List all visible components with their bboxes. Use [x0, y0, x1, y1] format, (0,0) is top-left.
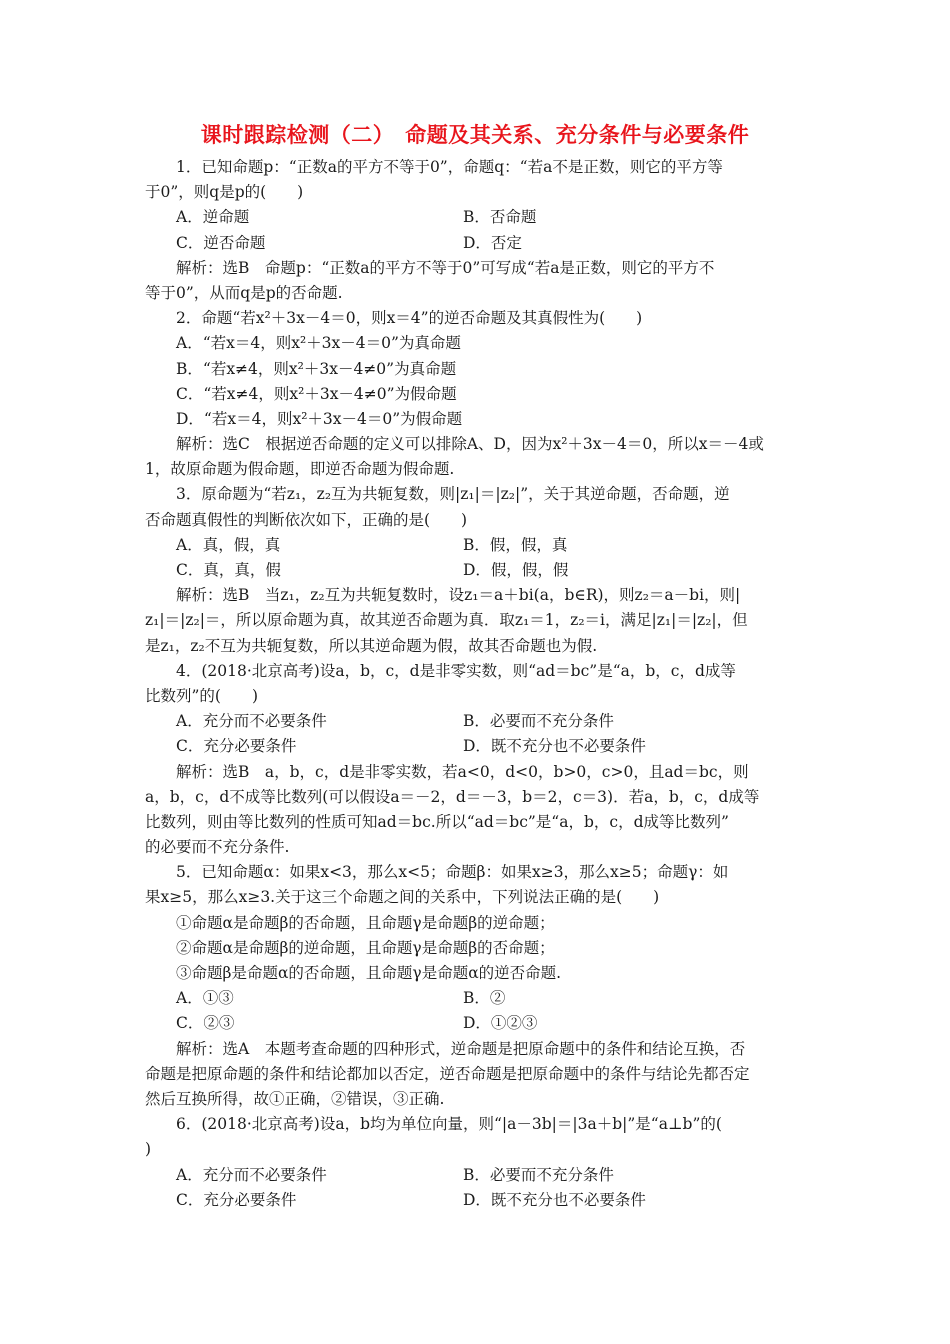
option-left: C．充分必要条件 — [176, 1190, 297, 1209]
text-line: 解析：选A 本题考查命题的四种形式，逆命题是把原命题中的条件和结论互换，否 — [176, 1039, 746, 1058]
option-row — [145, 533, 805, 558]
text-line: 命题是把原命题的条件和结论都加以否定，逆否命题是把原命题中的条件与结论先都否定 — [145, 1064, 750, 1083]
option-row — [145, 558, 805, 583]
option-row — [145, 231, 805, 256]
text-line: 1，故原命题为假命题，即逆否命题为假命题. — [145, 460, 455, 479]
text-line: 等于0”，从而q是p的否命题. — [145, 283, 343, 302]
option-right: B．必要而不充分条件 — [463, 712, 614, 731]
option-left: A．充分而不必要条件 — [176, 1165, 327, 1184]
option-row — [145, 1011, 805, 1036]
text-line: 果x≥5，那么x≥3.关于这三个命题之间的关系中，下列说法正确的是( ) — [145, 888, 660, 907]
text-line: ③命题β是命题α的否命题，且命题γ是命题α的逆否命题. — [176, 964, 562, 982]
text-line: 3．原命题为“若z₁，z₂互为共轭复数，则|z₁|＝|z₂|”，关于其逆命题，否命题，逆 — [176, 485, 730, 504]
option-row — [145, 1188, 805, 1213]
text-line: 于0”，则q是p的( ) — [145, 183, 304, 202]
option-row — [145, 205, 805, 230]
text-line: B．“若x≠4，则x²＋3x－4≠0”为真命题 — [176, 359, 457, 378]
text-line: 比数列，则由等比数列的性质可知ad＝bc.所以“ad＝bc”是“a，b，c，d成等比数列” — [145, 812, 729, 831]
option-left: A．逆命题 — [176, 208, 250, 227]
option-row — [145, 1163, 805, 1188]
option-left: A．①③ — [176, 989, 234, 1008]
text-line: 否命题真假性的判断依次如下，正确的是( ) — [145, 510, 468, 529]
option-row — [145, 734, 805, 759]
page-title: 课时跟踪检测（二） 命题及其关系、充分条件与必要条件 — [200, 123, 750, 147]
option-left: C．逆否命题 — [176, 233, 266, 252]
option-right: B．② — [463, 989, 506, 1008]
text-line: 2．命题“若x²＋3x－4＝0，则x＝4”的逆否命题及其真假性为( ) — [176, 309, 643, 328]
text-line: A．“若x＝4，则x²＋3x－4＝0”为真命题 — [176, 334, 461, 353]
text-line: 比数列”的( ) — [145, 686, 259, 705]
option-right: D．既不充分也不必要条件 — [463, 1190, 646, 1209]
text-line: 6．(2018·北京高考)设a，b均为单位向量，则“|a－3b|＝|3a＋b|”是“a⊥b”的( — [176, 1115, 722, 1134]
option-right: D．既不充分也不必要条件 — [463, 737, 646, 756]
text-line: C．“若x≠4，则x²＋3x－4≠0”为假命题 — [176, 384, 457, 403]
document-body — [145, 155, 805, 1213]
option-row — [145, 709, 805, 734]
option-left: A．充分而不必要条件 — [176, 712, 327, 731]
text-line: 是z₁，z₂不互为共轭复数，所以其逆命题为假，故其否命题也为假. — [145, 636, 598, 655]
text-line: 然后互换所得，故①正确，②错误，③正确. — [145, 1089, 445, 1108]
text-line: ②命题α是命题β的逆命题，且命题γ是命题β的否命题； — [176, 938, 555, 957]
text-line: ) — [145, 1140, 152, 1159]
option-left: C．②③ — [176, 1014, 235, 1033]
option-left: C．充分必要条件 — [176, 737, 297, 756]
option-left: C．真，真，假 — [176, 561, 281, 579]
text-line: 5．已知命题α：如果x<3，那么x<5；命题β：如果x≥3，那么x≥5；命题γ：如 — [176, 863, 729, 882]
text-line: z₁|＝|z₂|＝，所以原命题为真，故其逆否命题为真．取z₁＝1，z₂＝i，满足|z₁|＝|z₂|，但 — [145, 611, 748, 630]
option-right: D．①②③ — [463, 1014, 538, 1033]
option-right: D．假，假，假 — [463, 561, 569, 579]
text-line: ①命题α是命题β的否命题，且命题γ是命题β的逆命题； — [176, 913, 555, 932]
text-line: 1．已知命题p：“正数a的平方不等于0”，命题q：“若a不是正数，则它的平方等 — [176, 158, 723, 176]
option-right: D．否定 — [463, 233, 522, 252]
text-line: 4．(2018·北京高考)设a，b，c，d是非零实数，则“ad＝bc”是“a，b，c，d成等 — [176, 661, 736, 680]
option-left: A．真，假，真 — [176, 535, 281, 554]
text-line: a，b，c，d不成等比数列(可以假设a＝－2，d＝－3，b＝2，c＝3)．若a，b，c，d成等 — [145, 787, 760, 806]
text-line: 解析：选B a，b，c，d是非零实数，若a<0，d<0，b>0，c>0，且ad＝bc，则 — [176, 762, 749, 781]
option-right: B．假，假，真 — [463, 535, 568, 554]
option-row — [145, 986, 805, 1011]
text-line: 的必要而不充分条件. — [145, 838, 290, 857]
option-right: B．否命题 — [463, 208, 537, 227]
text-line: 解析：选B 当z₁，z₂互为共轭复数时，设z₁＝a＋bi(a，b∈R)，则z₂＝a－bi，则| — [176, 586, 741, 605]
text-line: 解析：选C 根据逆否命题的定义可以排除A、D，因为x²＋3x－4＝0，所以x＝－4或 — [176, 435, 764, 454]
text-line: 解析：选B 命题p：“正数a的平方不等于0”可写成“若a是正数，则它的平方不 — [176, 258, 715, 277]
option-right: B．必要而不充分条件 — [463, 1165, 614, 1184]
text-line: D．“若x＝4，则x²＋3x－4＝0”为假命题 — [176, 409, 463, 428]
